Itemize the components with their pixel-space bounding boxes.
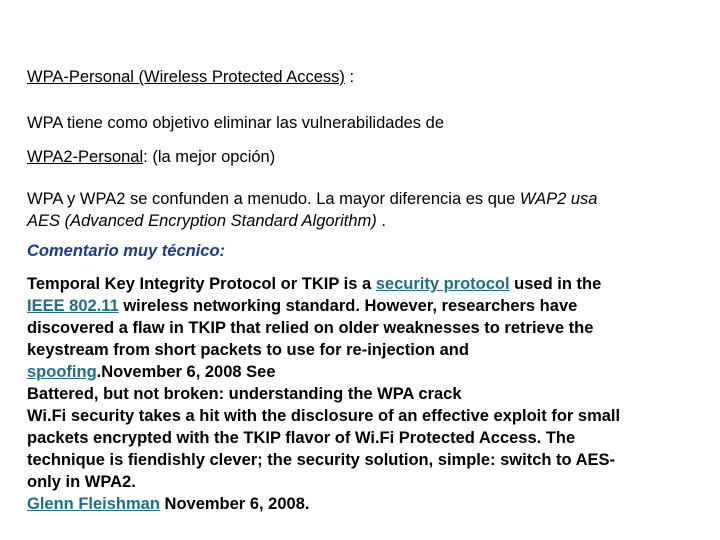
tkip-text-10: only in WPA2. <box>27 473 136 491</box>
wpa2-personal-title: WPA2-Personal <box>27 148 144 166</box>
aes-text: AES (Advanced Encryption Standard Algorithm) <box>27 212 377 230</box>
tkip-text-11: November 6, 2008. <box>159 495 310 513</box>
tkip-text-2: wireless networking standard. However, researchers have <box>118 297 578 315</box>
tkip-text-8: packets encrypted with the TKIP flavor of Wi.Fi Protected Access. The <box>27 429 576 447</box>
wpa2-personal-heading <box>27 146 275 168</box>
wpa-wpa2-comparison <box>27 188 597 232</box>
tkip-text-6: Battered, but not broken: understanding the WPA crack <box>27 385 462 403</box>
tkip-text-7: Wi.Fi security takes a hit with the disclosure of an effective exploit for small <box>27 407 621 425</box>
wpa-personal-title: WPA-Personal (Wireless Protected Access) <box>27 68 345 86</box>
wpa-personal-suffix: : <box>344 68 355 86</box>
wpa2-personal-suffix: : (la mejor opción) <box>143 148 276 166</box>
wpa-description: WPA tiene como objetivo eliminar las vulnerabilidades de <box>27 114 444 132</box>
comparison-italic: WAP2 usa <box>519 190 598 208</box>
tkip-text-1: Temporal Key Integrity Protocol or TKIP is a <box>27 275 376 293</box>
spoofing-link[interactable]: spoofing <box>27 363 97 381</box>
tkip-text-3: discovered a flaw in TKIP that relied on older weaknesses to retrieve the <box>27 319 594 337</box>
tkip-text-9: technique is fiendishly clever; the security solution, simple: switch to AES- <box>27 451 616 469</box>
technical-comment-heading: Comentario muy técnico: <box>27 242 226 260</box>
comparison-text: WPA y WPA2 se confunden a menudo. La mayor diferencia es que <box>27 190 520 208</box>
glenn-fleishman-link[interactable]: Glenn Fleishman <box>27 495 160 513</box>
tkip-text-4: keystream from short packets to use for re-injection and <box>27 341 469 359</box>
technical-paragraph <box>27 273 620 515</box>
ieee-80211-link[interactable]: IEEE 802.11 <box>27 297 119 315</box>
wpa-personal-heading <box>27 66 354 88</box>
security-protocol-link[interactable]: security protocol <box>375 275 510 293</box>
tkip-text-5: .November 6, 2008 See <box>96 363 276 381</box>
aes-end: . <box>376 212 386 230</box>
tkip-text-1b: used in the <box>509 275 602 293</box>
